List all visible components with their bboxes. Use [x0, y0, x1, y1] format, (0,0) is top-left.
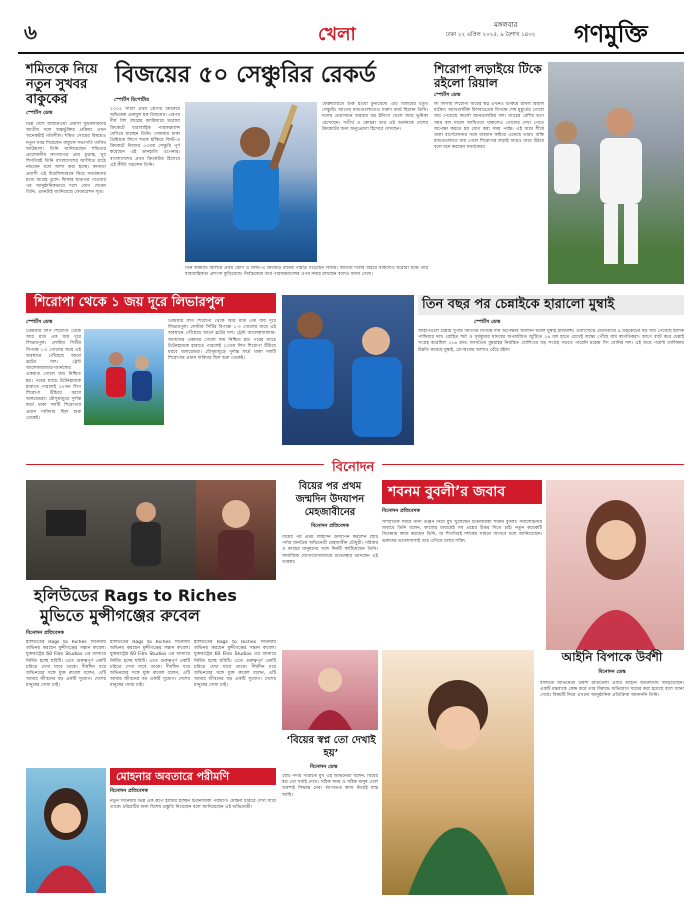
- real-story: [434, 62, 684, 300]
- byline: স্পোর্টস রিপোর্টার: [114, 97, 149, 103]
- entertainment-section: বিনোদন: [324, 458, 382, 479]
- byline: স্পোর্টস ডেস্ক: [434, 92, 461, 98]
- story-body: প্রিমিয়ার লিগ শিরোপা থেকে আর মাত্র এক জয় দূরে লিভারপুল। লেস্টার সিটির বিপক্ষে ১-০ গোলের জয়ে এই অবস্থানে পৌঁছেছে আর্নে স্লটের দল। ট্রেন্ট আলেকজান্ডার-আর্নল্ডের একমাত্র গোলে জয় নিশ্চিত হয়। পরের ম্যাচে টটেনহামকে হারাতে পারলেই ২০তম লিগ শিরোপা উঁচিয়ে ধরবে অলরেডরা। মৌসুমজুড়ে দুর্দান্ত ফর্মে থাকা দলটি শিরোপার প্রধান দাবিদার ছিল শুরু থেকেই।: [26, 329, 81, 421]
- urvashi-story: [540, 650, 684, 895]
- shabnam-photo: [546, 480, 684, 650]
- headline: শমিতকে নিয়ে নতুন সুখবর বাকুকের: [26, 62, 98, 107]
- mohona-story: [110, 768, 276, 895]
- byline: বিনোদন প্রতিবেদক: [382, 508, 420, 514]
- byline: বিনোদন ডেস্ক: [598, 669, 626, 675]
- mohona-photo: [26, 768, 106, 893]
- section-title: খেলা: [318, 24, 356, 45]
- bijoy-story: [110, 62, 430, 298]
- rubel-body-cont: হলিউডের Rags to Riches সিনেমায় অভিনয় করছেন মুন্সীগঞ্জের সন্তান রুবেল। যুক্তরাষ্ট্রের 60 Film Studios এর ব্যানারে নির্মিত হচ্ছে ছবিটি। এতে গুরুত্বপূর্ণ একটি চরিত্রে দেখা যাবে তাকে। দীর্ঘদিন ধরে অভিনয়ের সঙ্গে যুক্ত রুবেল বলেন, এটি আমার জীবনের বড় একটি সুযোগ। দেশের মানুষের দোয়া চাই।: [110, 640, 190, 689]
- shomit-story: [26, 62, 106, 299]
- headline: তিন বছর পর চেন্নাইকে হারালো মুম্বাই: [418, 295, 684, 315]
- byline: স্পোর্টস ডেস্ক: [26, 319, 53, 325]
- rubel-byline: বিনোদন প্রতিবেদক: [26, 630, 64, 636]
- rubel-body: হলিউডের Rags to Riches সিনেমায় অভিনয় করছেন মুন্সীগঞ্জের সন্তান রুবেল। যুক্তরাষ্ট্রের 60 Film Studios এর ব্যানারে নির্মিত হচ্ছে ছবিটি। এতে গুরুত্বপূর্ণ একটি চরিত্রে দেখা যাবে তাকে। দীর্ঘদিন ধরে অভিনয়ের সঙ্গে যুক্ত রুবেল বলেন, এটি আমার জীবনের বড় একটি সুযোগ। দেশের মানুষের দোয়া চাই।: [26, 640, 106, 689]
- headline: শিরোপা লড়াইয়ে টিকে রইলো রিয়াল: [434, 62, 542, 90]
- bijoy-photo: [185, 102, 317, 262]
- rubel-headline-line2: মুভিতে মুন্সীগঞ্জের রুবেল: [40, 606, 200, 625]
- shabnam-story: [382, 480, 542, 650]
- headline: শবনম বুবলী’র জবাব: [382, 480, 542, 504]
- story-body: আইপিএলে চেন্নাই সুপার কিংসের বিপক্ষে দীর্ঘ অপেক্ষার অবসান ঘটাল মুম্বাই ইন্ডিয়ান্স। ওয়াংখেড়ে স্টেডিয়ামে ৯ উইকেটের বড় জয় পেয়েছে হার্দিক পান্ডিয়ার দল। রোহিত শর্মা ও সূর্যকুমার যাদবের অপরাজিত জুটিতে ২৬ বল হাতে রেখেই লক্ষ্যে পৌঁছে যায় স্বাগতিকরা। আগে ব্যাট করে চেন্নাই সংগ্রহ করেছিল ১৭৬ রান। জাসপ্রিত বুমরাহর নিয়ন্ত্রিত বোলিংয়ে বড় সংগ্রহ গড়তে পারেনি মহেন্দ্র সিং ধোনির দল। এই জয়ে পয়েন্ট তালিকায় উন্নতি করেছে মুম্বাই, প্লে-অফের আশাও বেঁচে রইল।: [418, 329, 684, 353]
- biyer-swapno-headline: ‘বিয়ের স্বপ্ন তো দেখাই হয়’: [286, 735, 376, 759]
- story-body: লা লিগায় শিরোপা জয়ের স্বপ্ন এখনও টিকিয়ে রাখল রিয়াল মাদ্রিদ। অ্যাথলেটিক বিলবাওয়ের বিপক্ষে শেষ মুহূর্তের গোলে জয় পেয়েছে কার্লো আনচেলত্তির দল। ম্যাচের বেশির ভাগ সময় বল দখলে আধিপত্য থাকলেও গোলের দেখা পেতে অপেক্ষা করতে হয় যোগ করা সময় পর্যন্ত। এই জয়ে শীর্ষে থাকা বার্সেলোনার সঙ্গে ব্যবধান কমিয়ে এনেছে তারা। বাকি ম্যাচগুলোতে জয় পেলে শিরোপার লড়াই আরও জমে উঠবে বলে মনে করছেন সমর্থকেরা।: [434, 102, 544, 151]
- story-body: সাম্প্রতিক সময়ে নানা গুঞ্জন নিয়ে মুখ খুলেছেন চিত্রনায়িকা শবনম বুবলী। সমালোচনার জবাবে তিনি বলেন, কাজের মাধ্যমেই সব প্রশ্নের উত্তর দিতে চাই। নতুন কয়েকটি সিনেমায় কাজ করছেন তিনি, যা শিগগিরই দর্শকের সামনে আসবে বলে জানিয়েছেন। ভক্তদের ভালোবাসাই তার এগিয়ে চলার শক্তি।: [382, 520, 542, 544]
- real-madrid-photo: [548, 62, 684, 284]
- story-body-col1: ২০০৫ সালে প্রথম শ্রেণির ক্রিকেটে অভিষেক এনামুল হক বিজয়ের। এরপর দীর্ঘ বিশ বছরের ক্যারিয়ারে ঘরোয়া ক্রিকেটে ধারাবাহিক পারফরম্যান্স দেখিয়ে যাচ্ছেন তিনি। সোমবার ঢাকা প্রিমিয়ার লিগে শতক হাঁকিয়ে লিস্ট-এ ক্রিকেটে নিজের ৫০তম সেঞ্চুরি পূর্ণ করেছেন এই ডানহাতি ওপেনার। বাংলাদেশের প্রথম ক্রিকেটার হিসেবে এই কীর্তি গড়লেন তিনি।: [110, 107, 180, 168]
- rubel-body-cont2: হলিউডের Rags to Riches সিনেমায় অভিনয় করছেন মুন্সীগঞ্জের সন্তান রুবেল। যুক্তরাষ্ট্রের 60 Film Studios এর ব্যানারে নির্মিত হচ্ছে ছবিটি। এতে গুরুত্বপূর্ণ একটি চরিত্রে দেখা যাবে তাকে। দীর্ঘদিন ধরে অভিনয়ের সঙ্গে যুক্ত রুবেল বলেন, এটি আমার জীবনের বড় একটি সুযোগ। দেশের মানুষের দোয়া চাই।: [194, 640, 276, 689]
- headline: আইনি বিপাকে উর্বশী: [561, 650, 663, 664]
- headline: বিজয়ের ৫০ সেঞ্চুরির রেকর্ড: [115, 62, 376, 88]
- byline: স্পোর্টস ডেস্ক: [26, 110, 53, 116]
- byline: বিনোদন প্রতিবেদক: [311, 523, 349, 529]
- byline: বিনোদন প্রতিবেদক: [110, 788, 148, 794]
- headline: শিরোপা থেকে ১ জয় দূরে লিভারপুল: [34, 295, 225, 310]
- liverpool-photo: [84, 329, 164, 425]
- story-body: নতুন সিনেমায় ভিন্ন এক রূপে হাজির হচ্ছেন চিত্রনায়িকা পরীমণি। মোহনা চরিত্রে দেখা যাবে তাকে। চরিত্রটির জন্য বিশেষ প্রস্তুতি নিয়েছেন বলে জানিয়েছেন এই অভিনেত্রী।: [110, 799, 276, 811]
- paper-name: গণমুক্তি: [574, 20, 648, 48]
- story-body-col3: তিন ফরম্যাট মিলিয়ে প্রথম শ্রেণি ও লিস্ট-এ ক্রিকেটে রানের পাহাড় গড়েছেন বিজয়। জাতীয় দলের বাইরে থাকলেও ঘরোয়া মঞ্চে তার ধারাবাহিকতা প্রশংসা কুড়িয়েছে। নির্বাচকেরা তার পারফরম্যান্সের ওপর নজর রাখছেন বলেও জানা গেছে।: [185, 266, 428, 278]
- parimoni-photo: [382, 650, 534, 895]
- mumbai-story: [418, 295, 684, 451]
- story-body: বিয়ের পর প্রথম জন্মদিন উদযাপন করলেন ছোট পর্দার জনপ্রিয় অভিনেত্রী মেহজাবীন চৌধুরী। পরিবার ও কাছের মানুষদের সঙ্গে দিনটি কাটিয়েছেন তিনি। সামাজিক যোগাযোগমাধ্যমে শুভেচ্ছায় ভাসছেন এই তারকা।: [282, 535, 378, 565]
- masthead-date: ঢাকা ২২ এপ্রিল ২০২৫, ৯ বৈশাখ ১৪৩২: [446, 32, 536, 38]
- biyer-swapno-body: ছোট পর্দার পরিচিত মুখ এই অভিনেত্রী বলেন, বিয়ের স্বপ্ন তো সবাই দেখে। সঠিক সময় ও সঠিক মানুষ এলে অবশ্যই সিদ্ধান্ত নেব। আপাতত কাজ নিয়েই ব্যস্ত আছি।: [282, 774, 378, 798]
- rubel-headline-line1: হলিউডের Rags to Riches: [34, 586, 237, 605]
- byline: স্পোর্টস ডেস্ক: [474, 319, 501, 325]
- bride-photo: [282, 650, 378, 730]
- headline: মোহনার অবতারে পরীমণি: [110, 768, 276, 785]
- mehzabien-photo: [196, 480, 276, 580]
- story-body-cont: প্রিমিয়ার লিগ শিরোপা থেকে আর মাত্র এক জয় দূরে লিভারপুল। লেস্টার সিটির বিপক্ষে ১-০ গোলের জয়ে এই অবস্থানে পৌঁছেছে আর্নে স্লটের দল। ট্রেন্ট আলেকজান্ডার-আর্নল্ডের একমাত্র গোলে জয় নিশ্চিত হয়। পরের ম্যাচে টটেনহামকে হারাতে পারলেই ২০তম লিগ শিরোপা উঁচিয়ে ধরবে অলরেডরা। মৌসুমজুড়ে দুর্দান্ত ফর্মে থাকা দলটি শিরোপার প্রধান দাবিদার ছিল শুরু থেকেই।: [168, 319, 276, 362]
- page-number: ৬: [24, 20, 38, 44]
- mumbai-photo: [282, 295, 414, 445]
- story-body: ভিন্ন দেশে জন্মনেওয়া প্রবাসী ফুটবলারদের জাতীয় দলে অন্তর্ভুক্তির প্রক্রিয়া এখন অনেকটাই গতিশীল। শমিত সোমের বিষয়েও নতুন খবর দিয়েছেন বাফুফে সভাপতি তাবিথ আউয়াল। তিনি জানিয়েছেন শমিতের প্রয়োজনীয় কাগজপত্র প্রায় চূড়ান্ত, খুব শিগগিরই তিনি বাংলাদেশের জার্সিতে মাঠে নামবেন বলে আশা করা হচ্ছে। কানাডা প্রবাসী এই মিডফিল্ডারকে ঘিরে সমর্থকদের মধ্যে আগ্রহ তুঙ্গে। ফিফার ছাড়পত্র পাওয়ার পর আনুষ্ঠানিকভাবে দলে যোগ দেবেন তিনি, এমনটাই জানিয়েছে ফেডারেশন সূত্র।: [26, 122, 106, 196]
- biyer-swapno-byline: বিনোদন ডেস্ক: [310, 764, 338, 770]
- headline: বিয়ের পর প্রথম জন্মদিন উদযাপন মেহজাবীনের: [295, 481, 365, 518]
- masthead: [18, 14, 684, 54]
- masthead-day: মঙ্গলবার: [494, 21, 518, 29]
- story-body: বলিউড অভিনেত্রী উর্বশী রাউতেলা এবার আইনি জটিলতায় জড়িয়েছেন। একটি মন্তব্যকে কেন্দ্র করে তার বিরুদ্ধে অভিযোগ দায়ের করা হয়েছে বলে জানা গেছে। বিষয়টি নিয়ে এখনো আনুষ্ঠানিক প্রতিক্রিয়া জানাননি তিনি।: [540, 681, 684, 699]
- story-body-col2: ফেব্রুয়ারিতে শুরু হওয়া টুর্নামেন্টে এটি বিজয়ের চতুর্থ সেঞ্চুরি। আগের ম্যাচগুলোতেও দারুণ ফর্মে ছিলেন তিনি। দলের প্রয়োজনে বারবার বড় ইনিংস খেলে জয়ে ভূমিকা রেখেছেন। সতীর্থ ও কোচরা তার এই অর্জনকে দেশের ক্রিকেটের জন্য অনুপ্রেরণা হিসেবে দেখছেন।: [322, 102, 428, 132]
- liverpool-story: [26, 293, 276, 453]
